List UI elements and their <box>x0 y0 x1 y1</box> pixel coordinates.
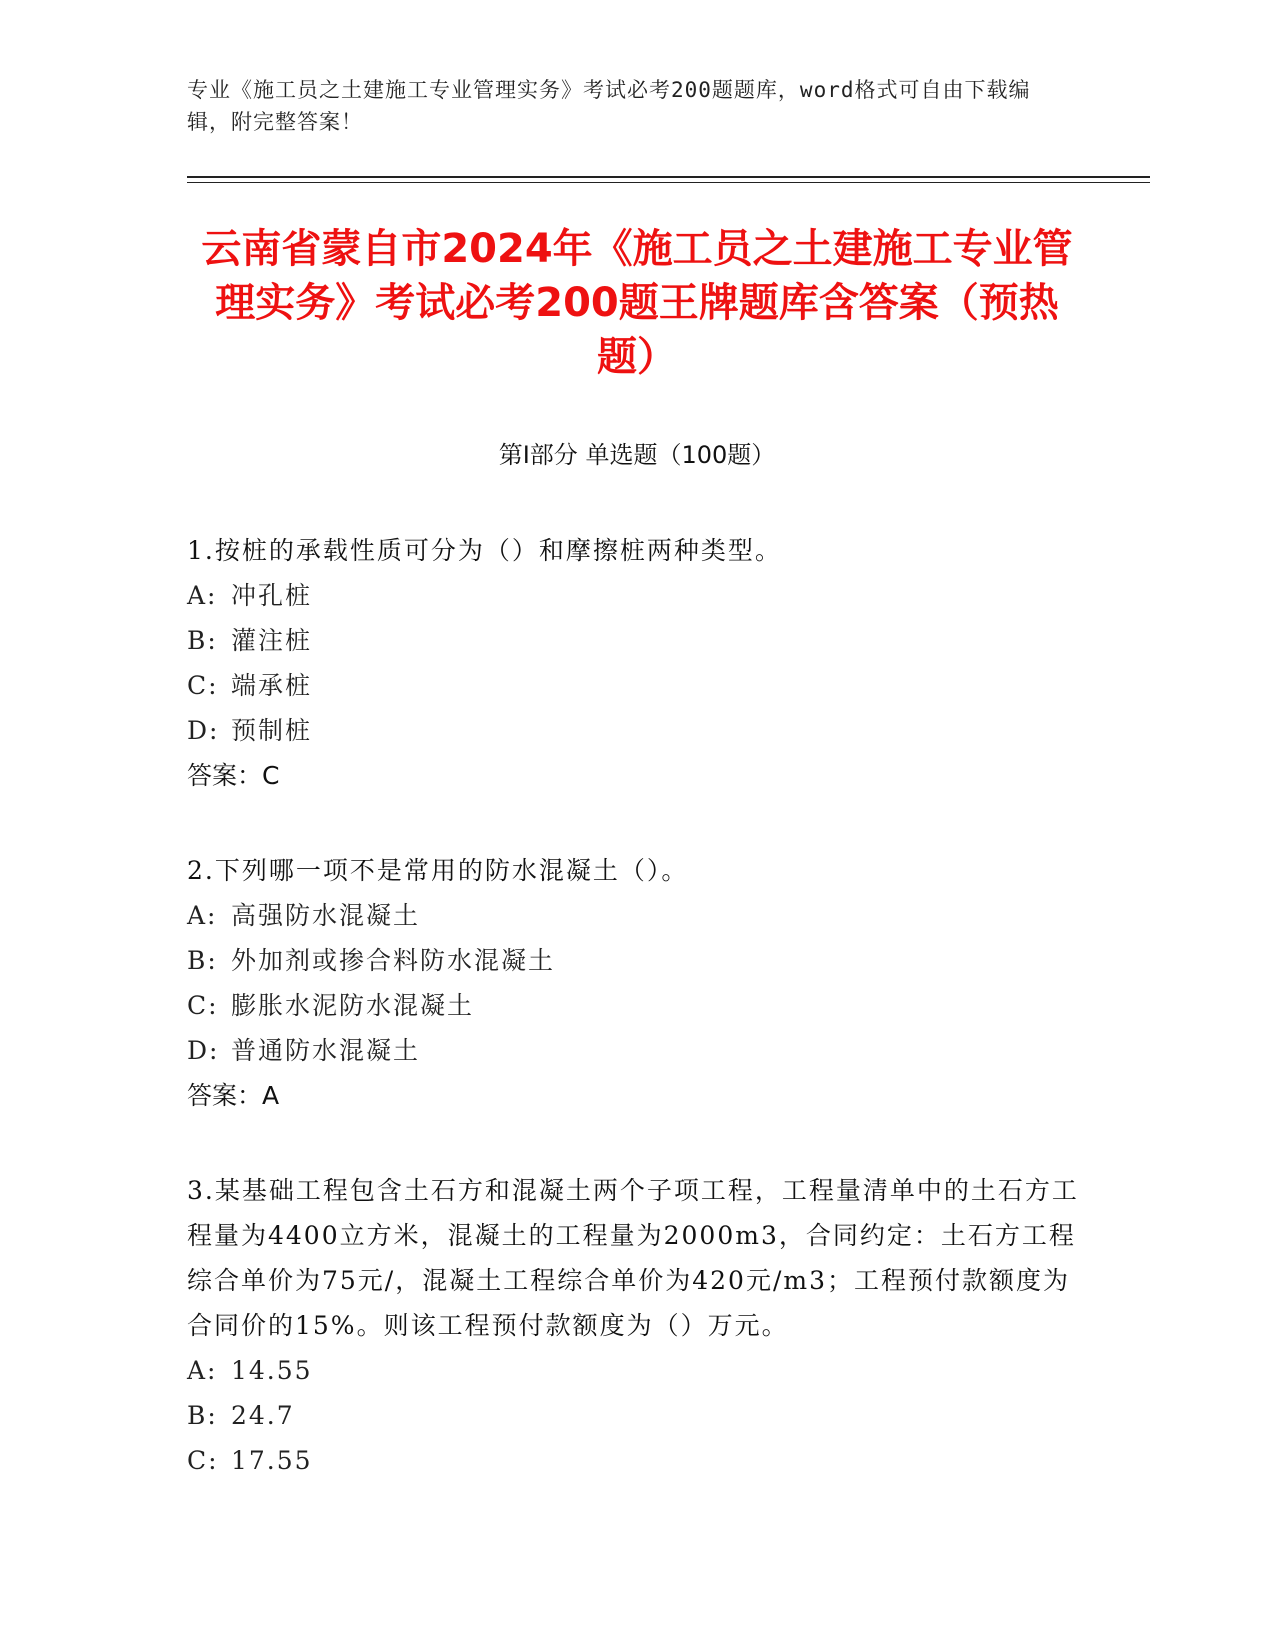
option-key: B: <box>187 1401 218 1430</box>
question-1 <box>187 528 1087 798</box>
option-b <box>187 618 1087 663</box>
question-stem: 2.下列哪一项不是常用的防水混凝土（）。 <box>187 856 689 885</box>
option-b <box>187 938 1087 983</box>
option-d <box>187 708 1087 753</box>
option-text: 膨胀水泥防水混凝土 <box>231 991 475 1020</box>
option-text: 17.55 <box>231 1446 313 1475</box>
option-b <box>187 1393 1087 1438</box>
option-text: 冲孔桩 <box>231 581 313 610</box>
option-key: D: <box>187 716 220 745</box>
option-c <box>187 983 1087 1028</box>
section-title: 第Ⅰ部分 单选题（100题） <box>498 441 776 469</box>
option-key: A: <box>187 1356 218 1385</box>
option-key: A: <box>187 581 218 610</box>
question-stem: 3.某基础工程包含土石方和混凝土两个子项工程，工程量清单中的土石方工程量为4400立方米，混凝土的工程量为2000m3，合同约定：土石方工程综合单价为75元/，混凝土工程综合单价为420元/m3；工程预付款额度为合同价的15%。则该工程预付款额度为（）万元。 <box>187 1176 1079 1340</box>
header-divider-thick <box>187 176 1150 178</box>
option-c <box>187 1438 1087 1483</box>
header-divider-thin <box>187 182 1150 183</box>
question-3 <box>187 1168 1087 1483</box>
option-text: 灌注桩 <box>231 626 313 655</box>
option-d <box>187 1028 1087 1073</box>
option-text: 预制桩 <box>231 716 313 745</box>
option-text: 端承桩 <box>231 671 313 700</box>
option-text: 24.7 <box>231 1401 295 1430</box>
option-text: 普通防水混凝土 <box>231 1036 421 1065</box>
answer-line: 答案：C <box>187 761 280 790</box>
option-a <box>187 573 1087 618</box>
option-key: C: <box>187 991 219 1020</box>
option-text: 外加剂或掺合料防水混凝土 <box>231 946 556 975</box>
option-text: 14.55 <box>231 1356 313 1385</box>
option-c <box>187 663 1087 708</box>
option-a <box>187 893 1087 938</box>
option-key: B: <box>187 946 218 975</box>
question-stem: 1.按桩的承载性质可分为（）和摩擦桩两种类型。 <box>187 536 782 565</box>
answer-line: 答案：A <box>187 1081 280 1110</box>
option-a <box>187 1348 1087 1393</box>
option-text: 高强防水混凝土 <box>231 901 421 930</box>
header-note: 专业《施工员之土建施工专业管理实务》考试必考200题题库，word格式可自由下载编辑，附完整答案！ <box>187 78 1031 134</box>
option-key: C: <box>187 671 219 700</box>
question-list <box>187 528 1087 1533</box>
option-key: B: <box>187 626 218 655</box>
option-key: A: <box>187 901 218 930</box>
document-title: 云南省蒙自市2024年《施工员之土建施工专业管理实务》考试必考200题王牌题库含答案（预热题） <box>201 226 1073 380</box>
option-key: C: <box>187 1446 219 1475</box>
question-2 <box>187 848 1087 1118</box>
option-key: D: <box>187 1036 220 1065</box>
